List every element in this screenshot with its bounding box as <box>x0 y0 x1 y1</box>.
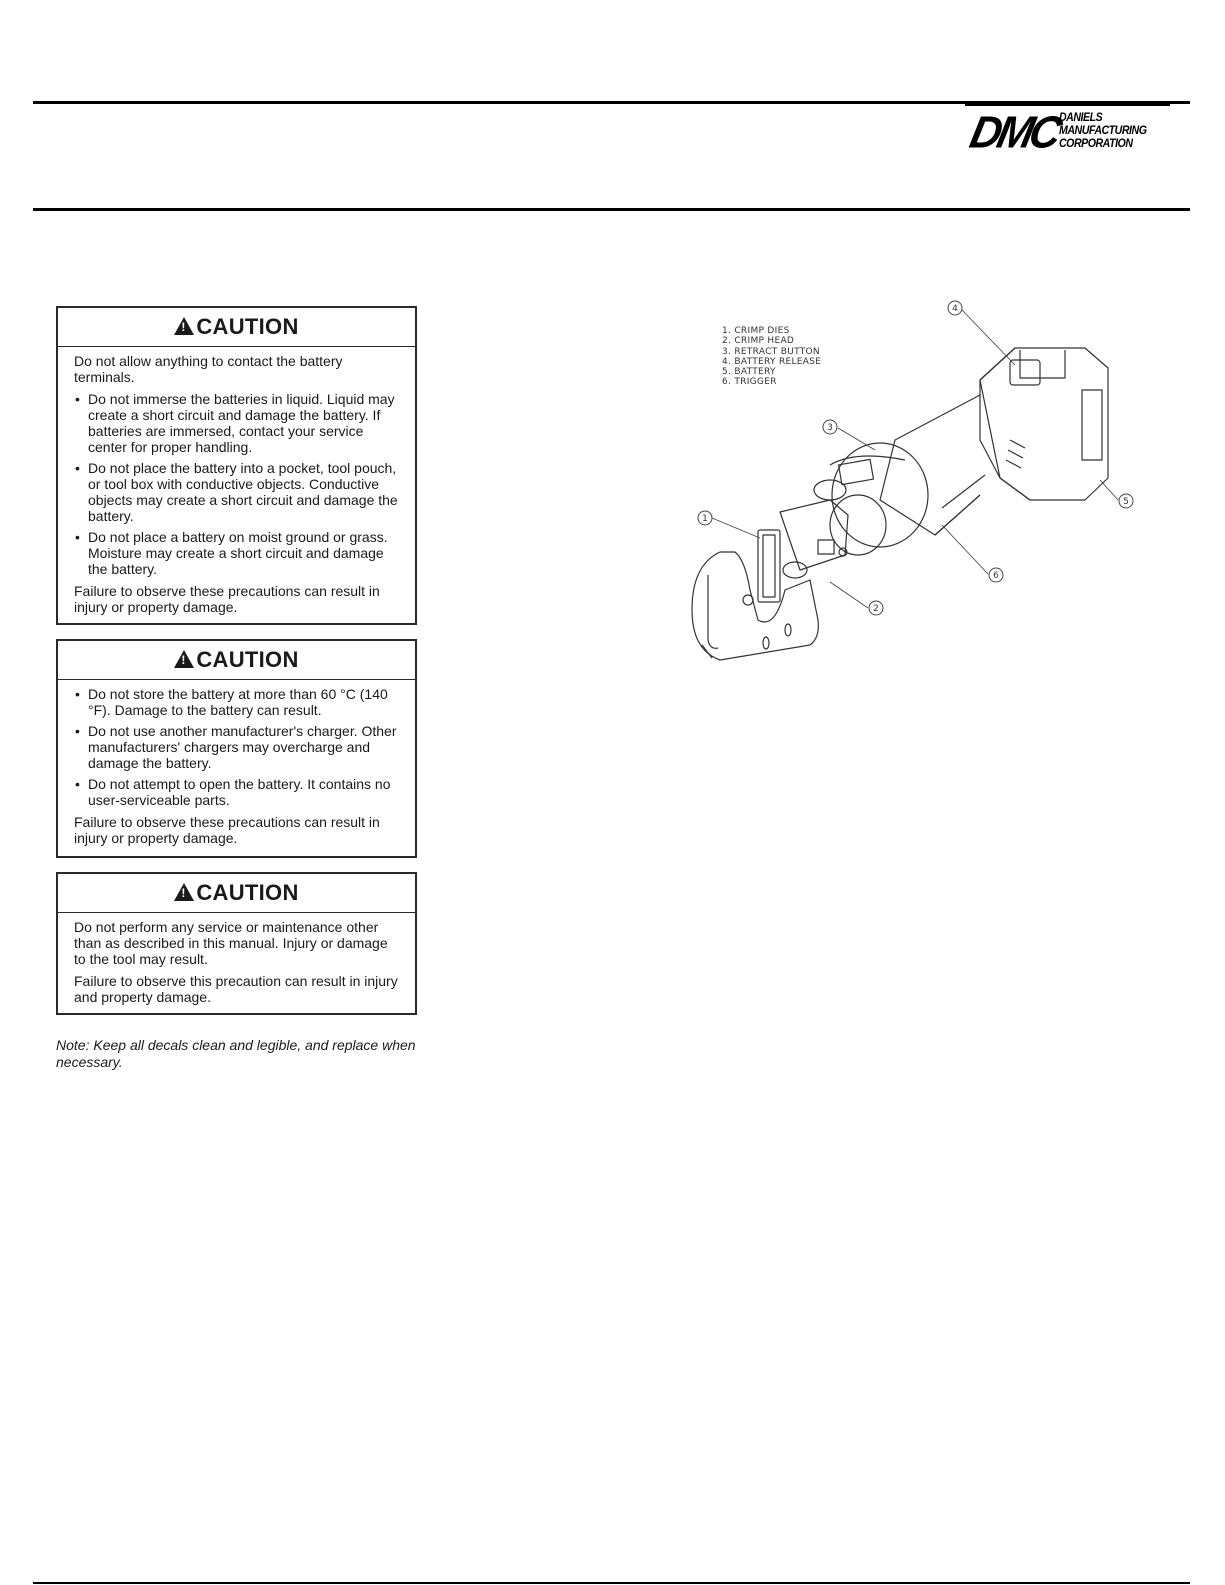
leader-line-3 <box>838 428 875 450</box>
legend-item: 5. BATTERY <box>722 367 776 378</box>
caution-bullet: • Do not place the battery into a pocket, tool pouch, or tool box with conductive objects. Conductive objects may create a short circuit and damage the battery. <box>74 460 401 524</box>
caution-box-service <box>56 872 417 1015</box>
logo-word-2: MANUFACTURING <box>1059 125 1147 137</box>
callout-label: 1 <box>702 514 708 524</box>
caution-list <box>74 686 401 808</box>
callout-label: 2 <box>873 604 879 614</box>
legend-item: 6. TRIGGER <box>722 377 777 388</box>
legend-item: 4. BATTERY RELEASE <box>722 356 822 367</box>
logo-mark: DMC <box>965 107 1063 159</box>
leader-line-5 <box>1100 480 1118 500</box>
caution-list <box>74 391 401 577</box>
figure-legend <box>722 326 821 388</box>
callout-label: 3 <box>827 423 833 433</box>
header-bottom-rule <box>33 208 1190 211</box>
warning-triangle-icon <box>174 883 194 901</box>
footer-rule <box>33 1582 1190 1584</box>
callout-label: 4 <box>952 304 958 314</box>
caution-footer: Failure to observe these precautions can result in injury or property damage. <box>74 814 380 846</box>
caution-footer: Failure to observe this precaution can result in injury and property damage. <box>74 973 398 1005</box>
legend-item: 2. CRIMP HEAD <box>722 336 795 347</box>
caution-box-battery-storage <box>56 639 417 858</box>
callout-label: 6 <box>993 571 999 581</box>
leader-line-6 <box>942 525 988 574</box>
caution-title: CAUTION <box>196 880 299 905</box>
battery-release-button <box>1010 360 1040 385</box>
leader-line-2 <box>830 582 868 608</box>
caution-header <box>58 641 415 680</box>
leader-line-4 <box>962 310 1015 365</box>
handle-outline <box>880 395 980 535</box>
caution-intro: Do not allow anything to contact the battery terminals. <box>74 353 343 385</box>
leader-line-1 <box>712 518 760 538</box>
caution-bullet: • Do not immerse the batteries in liquid. Liquid may create a short circuit and damage the battery. If batteries are immersed, contact your service center for proper handling. <box>74 391 401 455</box>
dmc-logo <box>965 104 1170 161</box>
logo-word-3: CORPORATION <box>1059 138 1133 150</box>
warning-triangle-icon <box>174 650 194 668</box>
caution-bullet: • Do not store the battery at more than 60 °C (140 °F). Damage to the battery can result. <box>74 686 401 718</box>
caution-title: CAUTION <box>196 314 299 339</box>
legend-item: 1. CRIMP DIES <box>722 326 790 336</box>
legend-item: 3. RETRACT BUTTON <box>722 346 820 357</box>
retract-button <box>839 459 874 484</box>
caution-header <box>58 874 415 913</box>
caution-bullet: • Do not attempt to open the battery. It contains no user-serviceable parts. <box>74 776 401 808</box>
crimp-head-body <box>780 500 848 570</box>
caution-header <box>58 308 415 347</box>
caution-body <box>58 680 415 860</box>
caution-title: CAUTION <box>196 647 299 672</box>
decal-note: Note: Keep all decals clean and legible, and replace when necessary. <box>56 1037 416 1070</box>
logo-word-1: DANIELS <box>1059 112 1103 124</box>
callout-label: 5 <box>1123 497 1129 507</box>
caution-body <box>58 347 415 629</box>
logo-words <box>1059 112 1154 151</box>
caution-box-battery-terminals <box>56 306 417 625</box>
caution-intro: Do not perform any service or maintenance other than as described in this manual. Injury or damage to the tool may result. <box>74 919 388 967</box>
warning-triangle-icon <box>174 317 194 335</box>
caution-bullet: • Do not place a battery on moist ground or grass. Moisture may create a short circuit and damage the battery. <box>74 529 401 577</box>
crimp-dies <box>758 530 780 602</box>
caution-footer: Failure to observe these precautions can result in injury or property damage. <box>74 583 380 615</box>
caution-body <box>58 913 415 1019</box>
caution-bullet: • Do not use another manufacturer's charger. Other manufacturers' chargers may overcharge and damage the battery. <box>74 723 401 771</box>
